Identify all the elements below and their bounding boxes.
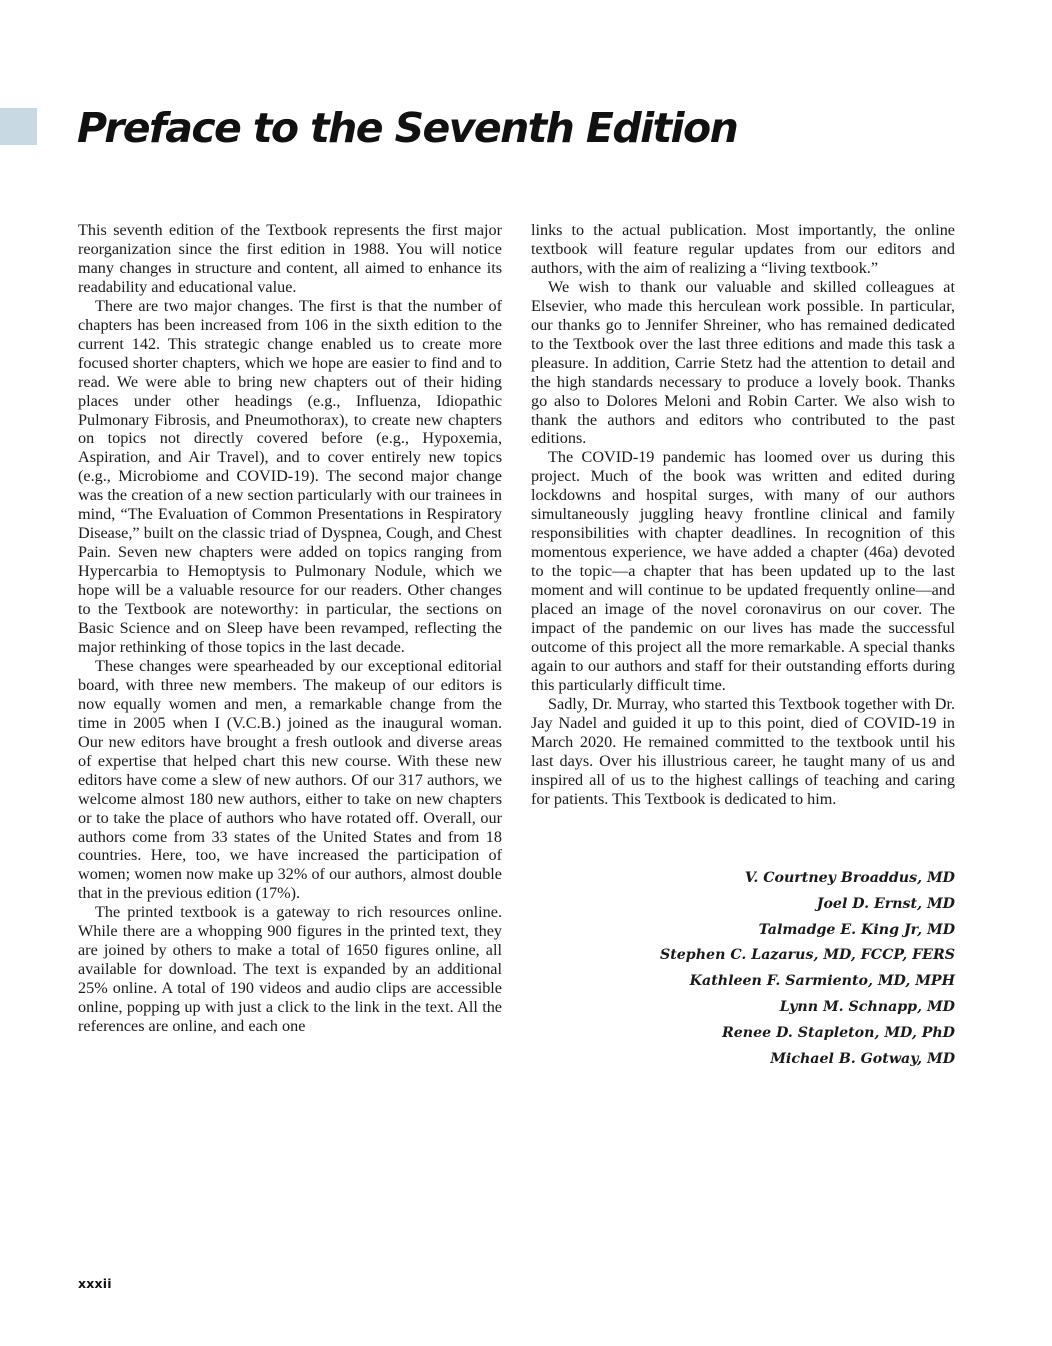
- signature-name: Michael B. Gotway, MD: [770, 1050, 955, 1067]
- signature-name: Stephen C. Lazarus, MD, FCCP, FERS: [659, 947, 955, 964]
- signature-name: Renee D. Stapleton, MD, PhD: [721, 1024, 955, 1041]
- paragraph: These changes were spearheaded by our exceptional editorial board, with three new members. The makeup of our editors is now equally women and men, a remarkable change from the time in 2005 when I (V.C.B.) joined as the inaugural woman. Our new editors have brought a fresh outlook and diverse areas of expertise that helped chart this new course. With these new editors have come a slew of new authors. Of our 317 authors, we welcome almost 180 new authors, either to take on new chapters or to take the place of authors who have rotated off. Overall, our authors come from 33 states of the United States and from 18 countries. Here, too, we have increased the participation of women; women now make up 32% of our authors, almost double that in the previous edition (17%).: [78, 656, 502, 903]
- left-text-column: [78, 221, 502, 1036]
- signature-name: Lynn M. Schnapp, MD: [779, 998, 955, 1015]
- paragraph: There are two major changes. The first is that the number of chapters has been increased from 106 in the sixth edition to the current 142. This strategic change enabled us to create more focused shorter chapters, which we hope are easier to find and to read. We were able to bring new chapters out of their hiding places under other headings (e.g., Influenza, Idiopathic Pulmonary Fibrosis, and Pneumothorax), to create new chapters on topics not directly covered before (e.g., Hypoxemia, Aspiration, and Air Travel), and to cover entirely new topics (e.g., Microbiome and COVID-19). The second major change was the creation of a new section particularly with our trainees in mind, “The Evaluation of Common Presentations in Respiratory Disease,” built on the classic triad of Dyspnea, Cough, and Chest Pain. Seven new chapters were added on topics ranging from Hypercarbia to Hemoptysis to Pulmonary Nodule, which we hope will be a valuable resource for our readers. Other changes to the Textbook are noteworthy: in particular, the sections on Basic Science and on Sleep have been revamped, reflecting the major rethinking of those topics in the last decade.: [78, 296, 502, 656]
- paragraph: Sadly, Dr. Murray, who started this Textbook together with Dr. Jay Nadel and guided it up to this point, died of COVID-19 in March 2020. He remained committed to the textbook until his last days. Over his illustrious career, he taught many of us and inspired all of us to the highest callings of teaching and caring for patients. This Textbook is dedicated to him.: [531, 694, 955, 808]
- signature-name: Joel D. Ernst, MD: [816, 895, 955, 912]
- signature-name: Kathleen F. Sarmiento, MD, MPH: [689, 973, 955, 990]
- paragraph: The printed textbook is a gateway to rich resources online. While there are a whopping 900 figures in the printed text, they are joined by others to make a total of 1650 figures online, all available for download. The text is expanded by an additional 25% online. A total of 190 videos and audio clips are accessible online, popping up with just a click to the link in the text. All the references are online, and each one: [78, 903, 502, 1036]
- signature-block: [560, 866, 955, 1072]
- right-text-column: [531, 221, 955, 809]
- page-number: xxxii: [78, 1276, 112, 1291]
- paragraph: The COVID-19 pandemic has loomed over us during this project. Much of the book was written and edited during lockdowns and hospital surges, with many of our authors simultaneously juggling heavy frontline clinical and family responsibilities with chapter deadlines. In recognition of this momentous experience, we have added a chapter (46a) devoted to the topic—a chapter that has been updated up to the last moment and will continue to be updated frequently online—and placed an image of the novel coronavirus on our cover. The impact of the pandemic on our lives has made the successful outcome of this project all the more remarkable. A special thanks again to our authors and staff for their outstanding efforts during this particularly difficult time.: [531, 448, 955, 694]
- signature-name: Talmadge E. King Jr, MD: [758, 921, 955, 938]
- chapter-tab-marker: [0, 108, 37, 145]
- paragraph: We wish to thank our valuable and skilled colleagues at Elsevier, who made this herculean work possible. In particular, our thanks go to Jennifer Shreiner, who has remained dedicated to the Textbook over the last three editions and made this task a pleasure. In addition, Carrie Stetz had the attention to detail and the high standards necessary to produce a lovely book. Thanks go also to Dolores Meloni and Robin Carter. We also wish to thank the authors and editors who contributed to the past editions.: [531, 277, 955, 448]
- page-title: Preface to the Seventh Edition: [77, 104, 738, 152]
- paragraph: This seventh edition of the Textbook represents the first major reorganization since the first edition in 1988. You will notice many changes in structure and content, all aimed to enhance its readability and educational value.: [78, 221, 502, 296]
- signature-name: V. Courtney Broaddus, MD: [744, 870, 955, 886]
- paragraph: links to the actual publication. Most importantly, the online textbook will feature regular updates from our editors and authors, with the aim of realizing a “living textbook.”: [531, 221, 955, 277]
